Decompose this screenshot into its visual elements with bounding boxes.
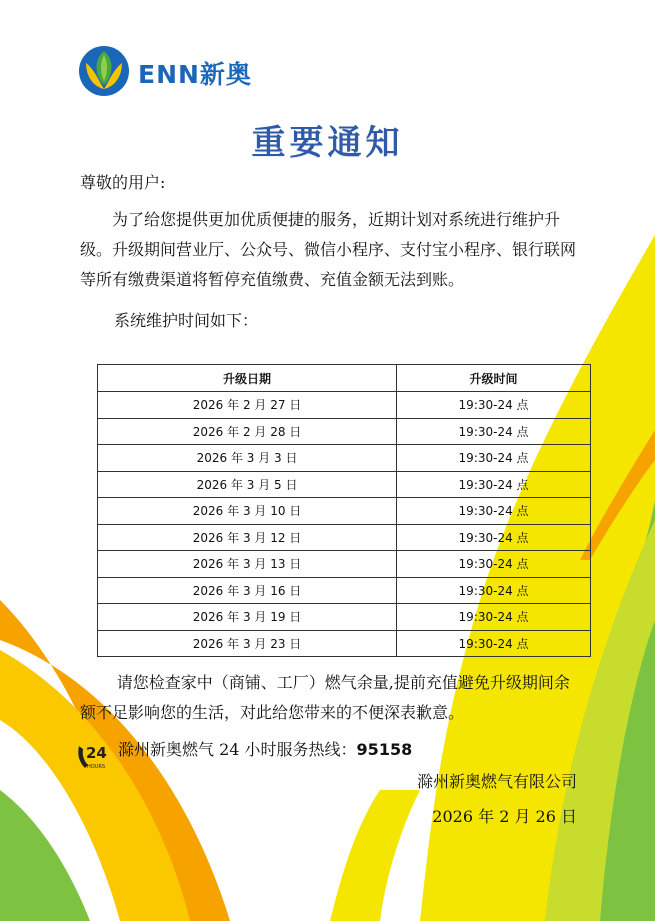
upgrade-time-cell: 19:30-24 点 <box>397 524 591 551</box>
upgrade-date-cell: 2026 年 3 月 19 日 <box>98 604 397 631</box>
upgrade-date-cell: 2026 年 3 月 12 日 <box>98 524 397 551</box>
enn-flower-icon <box>78 45 130 97</box>
upgrade-time-cell: 19:30-24 点 <box>397 577 591 604</box>
upgrade-date-cell: 2026 年 3 月 16 日 <box>98 577 397 604</box>
upgrade-time-cell: 19:30-24 点 <box>397 498 591 525</box>
upgrade-date-cell: 2026 年 3 月 10 日 <box>98 498 397 525</box>
upgrade-time-cell: 19:30-24 点 <box>397 604 591 631</box>
table-row <box>98 524 591 551</box>
upgrade-time-cell: 19:30-24 点 <box>397 471 591 498</box>
upgrade-date-cell: 2026 年 3 月 5 日 <box>98 471 397 498</box>
table-row <box>98 604 591 631</box>
24-hours-phone-icon <box>75 738 109 772</box>
upgrade-date-cell: 2026 年 3 月 3 日 <box>98 445 397 472</box>
table-row <box>98 392 591 419</box>
table-header-row <box>98 365 591 392</box>
hotline-icon-number: 24 <box>86 744 107 762</box>
upgrade-date-cell: 2026 年 2 月 27 日 <box>98 392 397 419</box>
upgrade-time-cell: 19:30-24 点 <box>397 392 591 419</box>
notice-date: 2026 年 2 月 26 日 <box>432 807 577 826</box>
upgrade-time-cell: 19:30-24 点 <box>397 418 591 445</box>
table-row <box>98 551 591 578</box>
table-row <box>98 418 591 445</box>
enn-logo <box>78 45 278 100</box>
table-row <box>98 471 591 498</box>
upgrade-date-cell: 2026 年 3 月 13 日 <box>98 551 397 578</box>
company-name: 滁州新奥燃气有限公司 <box>416 772 577 791</box>
upgrade-time-cell: 19:30-24 点 <box>397 445 591 472</box>
hotline-label: 滁州新奥燃气 24 小时服务热线： <box>118 740 357 759</box>
logo-text: ENN新奥 <box>138 60 252 89</box>
table-row <box>98 498 591 525</box>
table-row <box>98 577 591 604</box>
maintenance-schedule-table <box>97 364 591 657</box>
hotline <box>75 738 575 772</box>
upgrade-date-cell: 2026 年 2 月 28 日 <box>98 418 397 445</box>
hotline-number[interactable]: 95158 <box>356 740 413 759</box>
upgrade-time-cell: 19:30-24 点 <box>397 551 591 578</box>
column-header-time: 升级时间 <box>397 365 591 392</box>
greeting: 尊敬的用户: <box>80 173 166 192</box>
upgrade-time-cell: 19:30-24 点 <box>397 630 591 657</box>
upgrade-date-cell: 2026 年 3 月 23 日 <box>98 630 397 657</box>
reminder-paragraph: 请您检查家中（商铺、工厂）燃气余量,提前充值避免升级期间余额不足影响您的生活，对此给您带来的不便深表歉意。 <box>80 673 570 722</box>
table-row <box>98 445 591 472</box>
maintenance-time-intro: 系统维护时间如下： <box>114 311 259 330</box>
hotline-icon-label: HOURS <box>87 764 106 770</box>
page-title: 重要通知 <box>251 123 404 163</box>
table-row <box>98 630 591 657</box>
column-header-date: 升级日期 <box>98 365 397 392</box>
intro-paragraph: 为了给您提供更加优质便捷的服务，近期计划对系统进行维护升级。升级期间营业厅、公众号、微信小程序、支付宝小程序、银行联网等所有缴费渠道将暂停充值缴费、充值金额无法到账。 <box>80 210 577 289</box>
